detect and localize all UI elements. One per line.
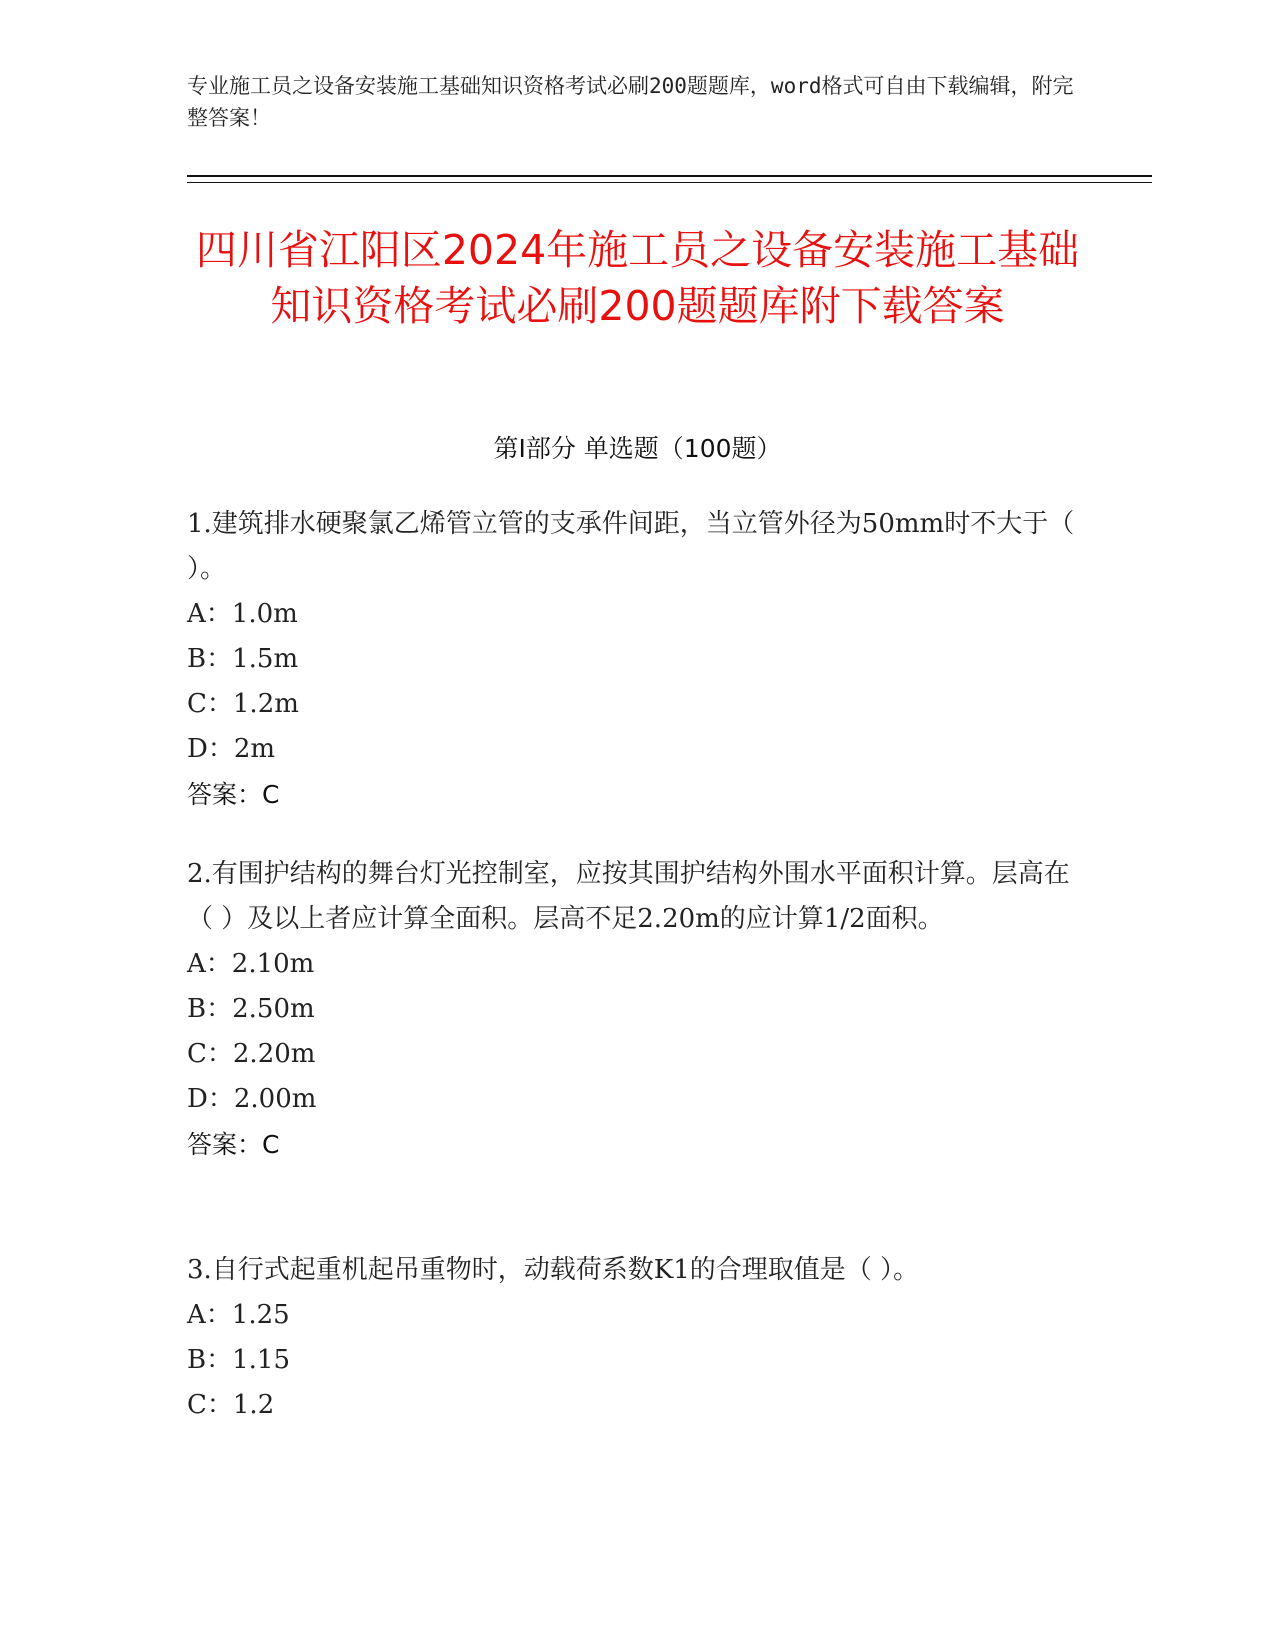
option-d: D：2m xyxy=(187,734,276,764)
question-text: 3.自行式起重机起吊重物时，动载荷系数K1的合理取值是（ ）。 xyxy=(187,1255,920,1285)
option-b: B：2.50m xyxy=(187,994,315,1024)
option-d: D：2.00m xyxy=(187,1084,317,1114)
document-title: 四川省江阳区2024年施工员之设备安装施工基础知识资格考试必刷200题题库附下载答案 xyxy=(195,226,1080,330)
header-divider-thin xyxy=(187,182,1152,183)
option-b: B：1.15 xyxy=(187,1345,290,1375)
option-c: C：1.2m xyxy=(187,689,299,719)
question-text: 1.建筑排水硬聚氯乙烯管立管的支承件间距，当立管外径为50mm时不大于（ ）。 xyxy=(187,509,1075,584)
question-2 xyxy=(187,852,1087,1167)
header-note: 专业施工员之设备安装施工基础知识资格考试必刷200题题库，word格式可自由下载编辑，附完整答案！ xyxy=(187,74,1074,130)
question-text: 2.有围护结构的舞台灯光控制室，应按其围护结构外围水平面积计算。层高在（ ）及以上者应计算全面积。层高不足2.20m的应计算1/2面积。 xyxy=(187,859,1070,934)
option-a: A：1.0m xyxy=(187,599,298,629)
option-a: A：1.25 xyxy=(187,1300,290,1330)
option-b: B：1.5m xyxy=(187,644,299,674)
answer: 答案：C xyxy=(187,1130,280,1159)
option-c: C：1.2 xyxy=(187,1390,275,1420)
option-a: A：2.10m xyxy=(187,949,315,979)
question-3 xyxy=(187,1248,1087,1428)
option-c: C：2.20m xyxy=(187,1039,316,1069)
answer: 答案：C xyxy=(187,780,280,809)
question-1 xyxy=(187,502,1087,817)
section-heading: 第Ⅰ部分 单选题（100题） xyxy=(493,434,782,463)
header-divider-thick xyxy=(187,175,1152,177)
